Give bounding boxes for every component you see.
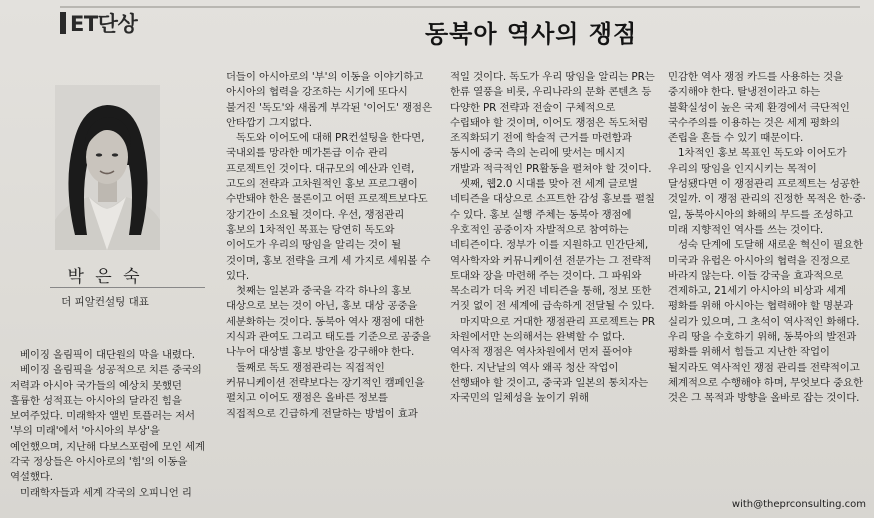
headline: 동북아 역사의 쟁점 xyxy=(425,20,638,48)
header-rule xyxy=(60,6,860,8)
paragraph: 미래학자들과 세계 각국의 오피니언 리 xyxy=(20,486,192,499)
author-email: with@theprconsulting.com xyxy=(731,499,866,510)
paragraph: 독도와 이어도에 대해 PR컨설팅을 한다면, 국내외를 망라한 메가톤급 이슈 관리 프로젝트인 것이다. 대규모의 예산과 인력, 고도의 전략과 고차원적인 홍보 프로그램이 수반돼야 한은 물론이고 어떤 프로젝트보다도 장기간이 소요될 것이다. 우선, 쟁점관리 홍보의 1차적인 목표는 당연히 독도와 이어도가 우리의 땅임을 알리는 것이 될 것이며, 홍보 전략을 크게 세 가지로 세워볼 수 있다. xyxy=(226,132,431,282)
body-column-2 xyxy=(450,70,658,510)
paragraph: 첫째는 일본과 중국을 각각 하나의 홍보 대상으로 보는 것이 아닌, 홍보 대상 공중을 세분화하는 것이다. 동북아 역사 쟁점에 대한 지식과 관여도 그리고 태도를 기준으로 공중을 나누어 대상별 홍보 방안을 강구해야 한다. xyxy=(226,285,431,359)
author-photo xyxy=(55,85,160,250)
author-title: 더 피알컨설팅 대표 xyxy=(61,296,149,308)
paragraph: 1차적인 홍보 목표인 독도와 이어도가 우리의 땅임을 인지시키는 목적이 달성됐다면 이 쟁점관리 프로젝트는 성공한 것일까. 이 쟁점 관리의 진정한 목적은 한·중·일, 동북아시아의 화해의 무드를 조성하고 미래 지향적인 역사를 쓰는 것이다. xyxy=(668,147,866,236)
author-portrait-image xyxy=(55,85,160,250)
author-divider xyxy=(50,287,205,288)
column-name-mark xyxy=(60,12,66,34)
body-column-sidebar xyxy=(10,348,210,508)
paragraph: 적일 것이다. 독도가 우리 땅임을 알리는 PR는 한류 열풍을 비롯, 우리나라의 문화 콘텐츠 등 다양한 PR 전략과 전술이 구체적으로 수립돼야 할 것이며, 이어도 쟁점은 독도처럼 조직화되기 전에 학술적 근거를 마련함과 동시에 중국 측의 논리에 맞서는 메시지 개발과 적극적인 PR활동을 펼쳐야 할 것이다. xyxy=(450,71,655,175)
paragraph: 셋째, 웹2.0 시대를 맞아 전 세계 글로벌 네티즌을 대상으로 소프트한 감성 홍보를 펼칠 수 있다. 홍보 실행 주체는 동북아 쟁점에 우호적인 공중이자 자발적으로 참여하는 네티즌이다. 정부가 이를 지원하고 민간단체, 역사학자와 커뮤니케이션 전문가는 그 전략적 토대와 장을 마련해 주는 것이다. 그 파워와 목소리가 더욱 커진 네티즌을 통해, 정보 또한 거짓 없이 전 세계에 급속하게 전달될 수 있다. xyxy=(450,178,655,313)
paragraph: 더들이 아시아로의 '부'의 이동을 이야기하고 아시아의 협력을 강조하는 시기에 또다시 불거진 '독도'와 새롭게 부각된 '이어도' 쟁점은 안타깝기 그지없다. xyxy=(226,71,432,129)
column-name: ET단상 xyxy=(70,12,138,36)
paragraph: 성숙 단계에 도달해 새로운 혁신이 필요한 미국과 유럽은 아시아의 협력을 진정으로 바라지 않는다. 이들 강국을 효과적으로 견제하고, 21세기 아시아의 비상과 세계 평화를 위해 아시아는 협력해야 할 명분과 실리가 있으며, 그 초석이 역사적인 화해다. 우리 땅을 수호하기 위해, 동북아의 발전과 평화를 위해서 힘들고 지난한 작업이 될지라도 역사적인 쟁점 관리를 전략적이고 체계적으로 수행해야 하며, 무엇보다 중요한 것은 그 목적과 방향을 올바로 잡는 것이다. xyxy=(668,239,863,405)
paragraph: 베이징 올림픽을 성공적으로 치른 중국의 저력과 아시아 국가들의 예상치 못했던 훌륭한 성적표는 아시아의 달라진 힘을 보여주었다. 미래학자 앨빈 토플러는 저서 '부의 미래'에서 '아시아의 부상'을 예언했으며, 지난해 다보스포럼에 모인 세계 각국 정상들은 아시아로의 '힘'의 이동을 역설했다. xyxy=(10,364,205,484)
body-column-1 xyxy=(226,70,434,510)
paragraph: 마지막으로 거대한 쟁점관리 프로젝트는 PR 차원에서만 논의해서는 완벽할 수 없다. 역사적 쟁점은 역사차원에서 먼저 풀어야 한다. 지난날의 역사 왜곡 청산 작업이 선행돼야 할 것이고, 중국과 일본의 통치자는 자국민의 일체성을 높이기 위해 xyxy=(450,315,656,405)
paragraph: 둘째로 독도 쟁점관리는 직접적인 커뮤니케이션 전략보다는 장기적인 캠페인을 펼치고 이어도 쟁점은 올바른 정보를 직접적으로 긴급하게 전달하는 방법이 효과 xyxy=(226,361,425,420)
author-name: 박 은 숙 xyxy=(67,267,143,287)
paragraph: 민감한 역사 쟁점 카드를 사용하는 것을 중지해야 한다. 탈냉전이라고 하는 불확실성이 높은 국제 환경에서 극단적인 국수주의를 이용하는 것은 세계 평화의 존립을 흔들 수 있기 때문이다. xyxy=(668,71,850,145)
body-column-3 xyxy=(668,70,868,495)
paragraph: 베이징 올림픽이 대단원의 막을 내렸다. xyxy=(20,349,196,361)
